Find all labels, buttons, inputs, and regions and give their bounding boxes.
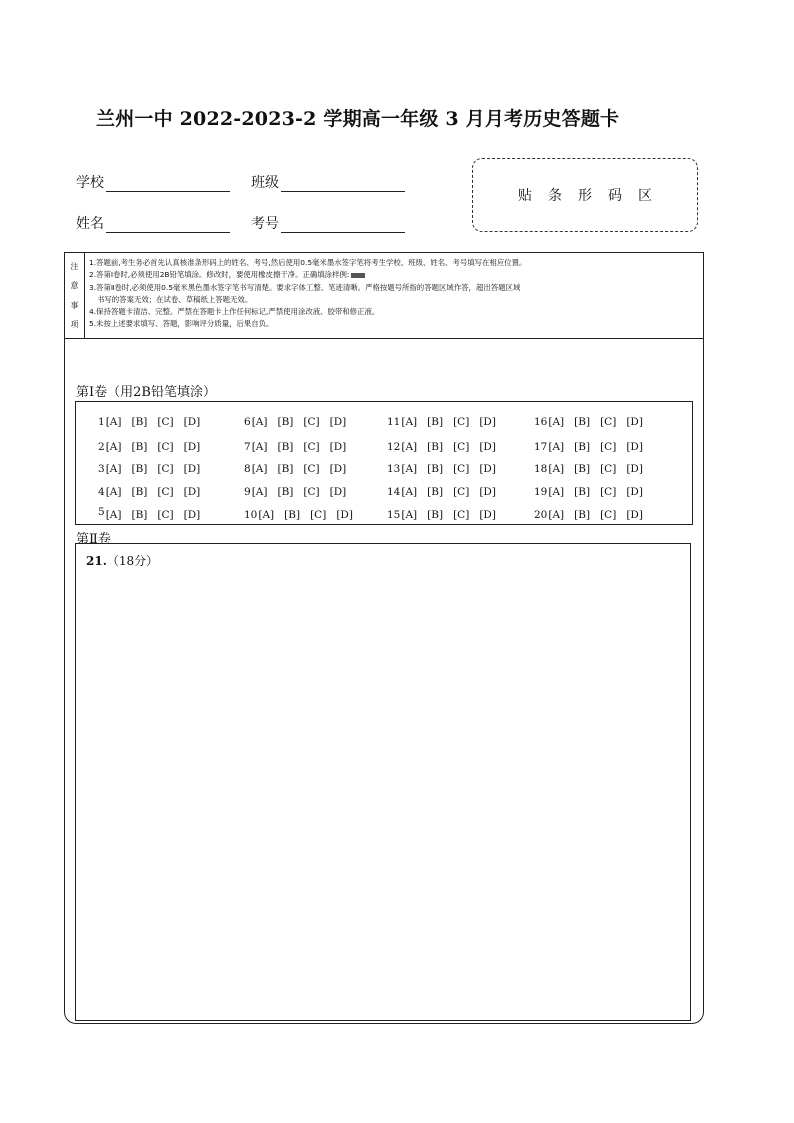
option-bubble[interactable]: [D] <box>479 486 496 498</box>
question-21-heading <box>86 552 158 569</box>
question-number: 8 <box>244 463 251 475</box>
question-number: 19 <box>534 486 548 498</box>
exam-no-field[interactable] <box>251 213 405 233</box>
school-input-line[interactable] <box>106 177 230 192</box>
option-bubble[interactable]: [A] <box>105 509 122 521</box>
question-row-5 <box>98 506 201 521</box>
class-input-line[interactable] <box>281 177 405 192</box>
option-bubble[interactable]: [D] <box>183 486 201 498</box>
question-number: 9 <box>244 486 251 498</box>
option-bubble[interactable]: [A] <box>105 416 122 428</box>
option-bubble[interactable]: [D] <box>626 509 643 521</box>
option-bubble[interactable]: [C] <box>157 463 174 475</box>
option-bubble[interactable]: [A] <box>548 416 565 428</box>
question-number: 12 <box>387 441 401 453</box>
question-number: 15 <box>387 509 401 521</box>
option-bubble[interactable]: [A] <box>105 463 122 475</box>
multiple-choice-grid <box>75 401 693 525</box>
option-bubble[interactable]: [A] <box>548 486 565 498</box>
option-bubble[interactable]: [B] <box>284 509 301 521</box>
option-bubble[interactable]: [B] <box>574 441 591 453</box>
instructions-label-char: 意 <box>70 281 79 291</box>
option-bubble[interactable]: [D] <box>626 486 643 498</box>
name-input-line[interactable] <box>106 218 230 233</box>
question-row-1 <box>98 416 200 428</box>
option-bubble[interactable]: [B] <box>131 509 148 521</box>
barcode-label: 贴条形码区 <box>518 188 668 204</box>
option-bubble[interactable]: [D] <box>329 486 347 498</box>
option-bubble[interactable]: [C] <box>157 416 174 428</box>
option-bubble[interactable]: [A] <box>401 416 418 428</box>
class-label: 班级 <box>251 175 279 191</box>
option-bubble[interactable]: [A] <box>105 486 122 498</box>
question-21-points: （18分） <box>106 554 159 568</box>
option-bubble[interactable]: [B] <box>427 416 444 428</box>
fill-sample-swatch <box>351 273 365 278</box>
option-bubble[interactable]: [C] <box>310 509 327 521</box>
option-bubble[interactable]: [C] <box>157 486 174 498</box>
question-row-19 <box>534 486 643 498</box>
question-number: 10 <box>244 509 258 521</box>
school-label: 学校 <box>76 175 104 191</box>
instructions-label-char: 项 <box>70 319 79 329</box>
question-row-18 <box>534 463 643 475</box>
question-number: 11 <box>387 416 401 428</box>
question-number: 6 <box>244 416 251 428</box>
option-bubble[interactable]: [C] <box>303 486 320 498</box>
option-bubble[interactable]: [B] <box>131 463 148 475</box>
option-bubble[interactable]: [D] <box>183 509 201 521</box>
option-bubble[interactable]: [B] <box>574 463 591 475</box>
option-bubble[interactable]: [D] <box>329 441 347 453</box>
question-number: 13 <box>387 463 401 475</box>
instructions-label-char: 注 <box>70 262 79 272</box>
question-row-13 <box>387 463 496 475</box>
option-bubble[interactable]: [B] <box>277 441 294 453</box>
section2-label: 第Ⅱ卷 <box>76 532 111 547</box>
option-bubble[interactable]: [C] <box>157 441 174 453</box>
instructions-list <box>89 257 699 331</box>
option-bubble[interactable]: [A] <box>251 441 268 453</box>
question-row-16 <box>534 416 643 428</box>
question-row-15 <box>387 509 496 521</box>
instruction-item: 5.未按上述要求填写、答题，影响评分质量，后果自负。 <box>89 319 274 329</box>
option-bubble[interactable]: [A] <box>548 441 565 453</box>
option-bubble[interactable]: [B] <box>427 486 444 498</box>
option-bubble[interactable]: [A] <box>251 463 268 475</box>
option-bubble[interactable]: [B] <box>131 441 148 453</box>
option-bubble[interactable]: [A] <box>401 509 418 521</box>
option-bubble[interactable]: [C] <box>157 509 174 521</box>
instruction-item: 3.答第Ⅱ卷时,必须使用0.5毫米黑色墨水签字笔书写清楚。要求字体工整、笔迹清晰。严格按题号所指的答题区域作答，超出答题区域 <box>89 282 521 292</box>
question-number: 20 <box>534 509 548 521</box>
option-bubble[interactable]: [C] <box>303 416 320 428</box>
option-bubble[interactable]: [A] <box>401 486 418 498</box>
option-bubble[interactable]: [B] <box>277 416 294 428</box>
question-number: 14 <box>387 486 401 498</box>
option-bubble[interactable]: [C] <box>303 441 320 453</box>
option-bubble[interactable]: [C] <box>453 463 470 475</box>
option-bubble[interactable]: [D] <box>626 416 643 428</box>
option-bubble[interactable]: [A] <box>548 509 565 521</box>
question-row-8 <box>244 463 346 475</box>
option-bubble[interactable]: [C] <box>600 509 617 521</box>
option-bubble[interactable]: [A] <box>251 486 268 498</box>
option-bubble[interactable]: [A] <box>258 509 275 521</box>
instruction-item: 2.答第Ⅰ卷时,必须使用2B铅笔填涂。修改时，要使用橡皮擦干净。正确填涂样例: <box>89 269 699 281</box>
instructions-label <box>65 253 85 338</box>
option-bubble[interactable]: [B] <box>277 463 294 475</box>
instructions-panel <box>65 253 703 339</box>
option-bubble[interactable]: [B] <box>574 486 591 498</box>
option-bubble[interactable]: [D] <box>183 463 201 475</box>
option-bubble[interactable]: [D] <box>626 463 643 475</box>
question-number: 1 <box>98 416 105 428</box>
exam-no-input-line[interactable] <box>281 218 405 233</box>
option-bubble[interactable]: [D] <box>329 463 347 475</box>
question-number: 2 <box>98 441 105 453</box>
question-row-2 <box>98 441 200 453</box>
option-bubble[interactable]: [C] <box>600 463 617 475</box>
option-bubble[interactable]: [B] <box>574 416 591 428</box>
option-bubble[interactable]: [D] <box>479 441 496 453</box>
instructions-label-char: 事 <box>70 300 79 310</box>
option-bubble[interactable]: [B] <box>427 463 444 475</box>
question-number: 16 <box>534 416 548 428</box>
option-bubble[interactable]: [D] <box>183 441 201 453</box>
instruction-item: 书写的答案无效；在试卷、草稿纸上答题无效。 <box>97 294 253 304</box>
option-bubble[interactable]: [D] <box>329 416 347 428</box>
question-number: 17 <box>534 441 548 453</box>
question-row-3 <box>98 463 200 475</box>
option-bubble[interactable]: [C] <box>453 486 470 498</box>
option-bubble[interactable]: [C] <box>600 486 617 498</box>
section1-label: 第Ⅰ卷（用2B铅笔填涂） <box>76 385 216 400</box>
option-bubble[interactable]: [B] <box>574 509 591 521</box>
question-row-17 <box>534 441 643 453</box>
answer-sheet <box>64 252 704 1024</box>
question-row-6 <box>244 416 346 428</box>
question-number: 18 <box>534 463 548 475</box>
answer-box-21[interactable] <box>75 543 691 1021</box>
option-bubble[interactable]: [A] <box>401 441 418 453</box>
question-row-7 <box>244 441 346 453</box>
option-bubble[interactable]: [B] <box>427 509 444 521</box>
option-bubble[interactable]: [D] <box>479 463 496 475</box>
option-bubble[interactable]: [C] <box>600 441 617 453</box>
question-row-20 <box>534 509 643 521</box>
question-21-number: 21. <box>86 554 107 568</box>
question-row-12 <box>387 441 496 453</box>
option-bubble[interactable]: [D] <box>183 416 201 428</box>
instruction-item: 1.答题前,考生务必首先认真核准条形码上的姓名、考号,然后使用0.5毫米墨水签字笔将考生学校、班级、姓名、考号填写在相应位置。 <box>89 258 527 267</box>
option-bubble[interactable]: [B] <box>427 441 444 453</box>
barcode-area <box>472 158 698 232</box>
option-bubble[interactable]: [C] <box>453 441 470 453</box>
question-number: 5 <box>98 506 105 518</box>
question-row-4 <box>98 486 200 498</box>
question-row-10 <box>244 509 353 521</box>
page-title: 兰州一中 2022-2023-2 学期高一年级 3 月月考历史答题卡 <box>96 108 620 130</box>
class-field[interactable] <box>251 172 405 192</box>
option-bubble[interactable]: [D] <box>626 441 643 453</box>
option-bubble[interactable]: [A] <box>251 416 268 428</box>
option-bubble[interactable]: [D] <box>336 509 353 521</box>
name-field[interactable] <box>76 213 230 233</box>
school-field[interactable] <box>76 172 230 192</box>
option-bubble[interactable]: [A] <box>105 441 122 453</box>
option-bubble[interactable]: [C] <box>453 509 470 521</box>
name-label: 姓名 <box>76 216 104 232</box>
option-bubble[interactable]: [C] <box>600 416 617 428</box>
question-row-11 <box>387 416 496 428</box>
exam-no-label: 考号 <box>251 216 279 232</box>
question-row-14 <box>387 486 496 498</box>
option-bubble[interactable]: [D] <box>479 416 496 428</box>
option-bubble[interactable]: [C] <box>303 463 320 475</box>
option-bubble[interactable]: [B] <box>131 416 148 428</box>
question-number: 3 <box>98 463 105 475</box>
option-bubble[interactable]: [B] <box>131 486 148 498</box>
question-number: 7 <box>244 441 251 453</box>
question-row-9 <box>244 486 346 498</box>
option-bubble[interactable]: [A] <box>548 463 565 475</box>
instruction-item: 4.保持答题卡清洁、完整。严禁在答题卡上作任何标记,严禁使用涂改液、胶带和修正液。 <box>89 307 380 317</box>
option-bubble[interactable]: [A] <box>401 463 418 475</box>
option-bubble[interactable]: [B] <box>277 486 294 498</box>
option-bubble[interactable]: [C] <box>453 416 470 428</box>
question-number: 4 <box>98 486 105 498</box>
option-bubble[interactable]: [D] <box>479 509 496 521</box>
